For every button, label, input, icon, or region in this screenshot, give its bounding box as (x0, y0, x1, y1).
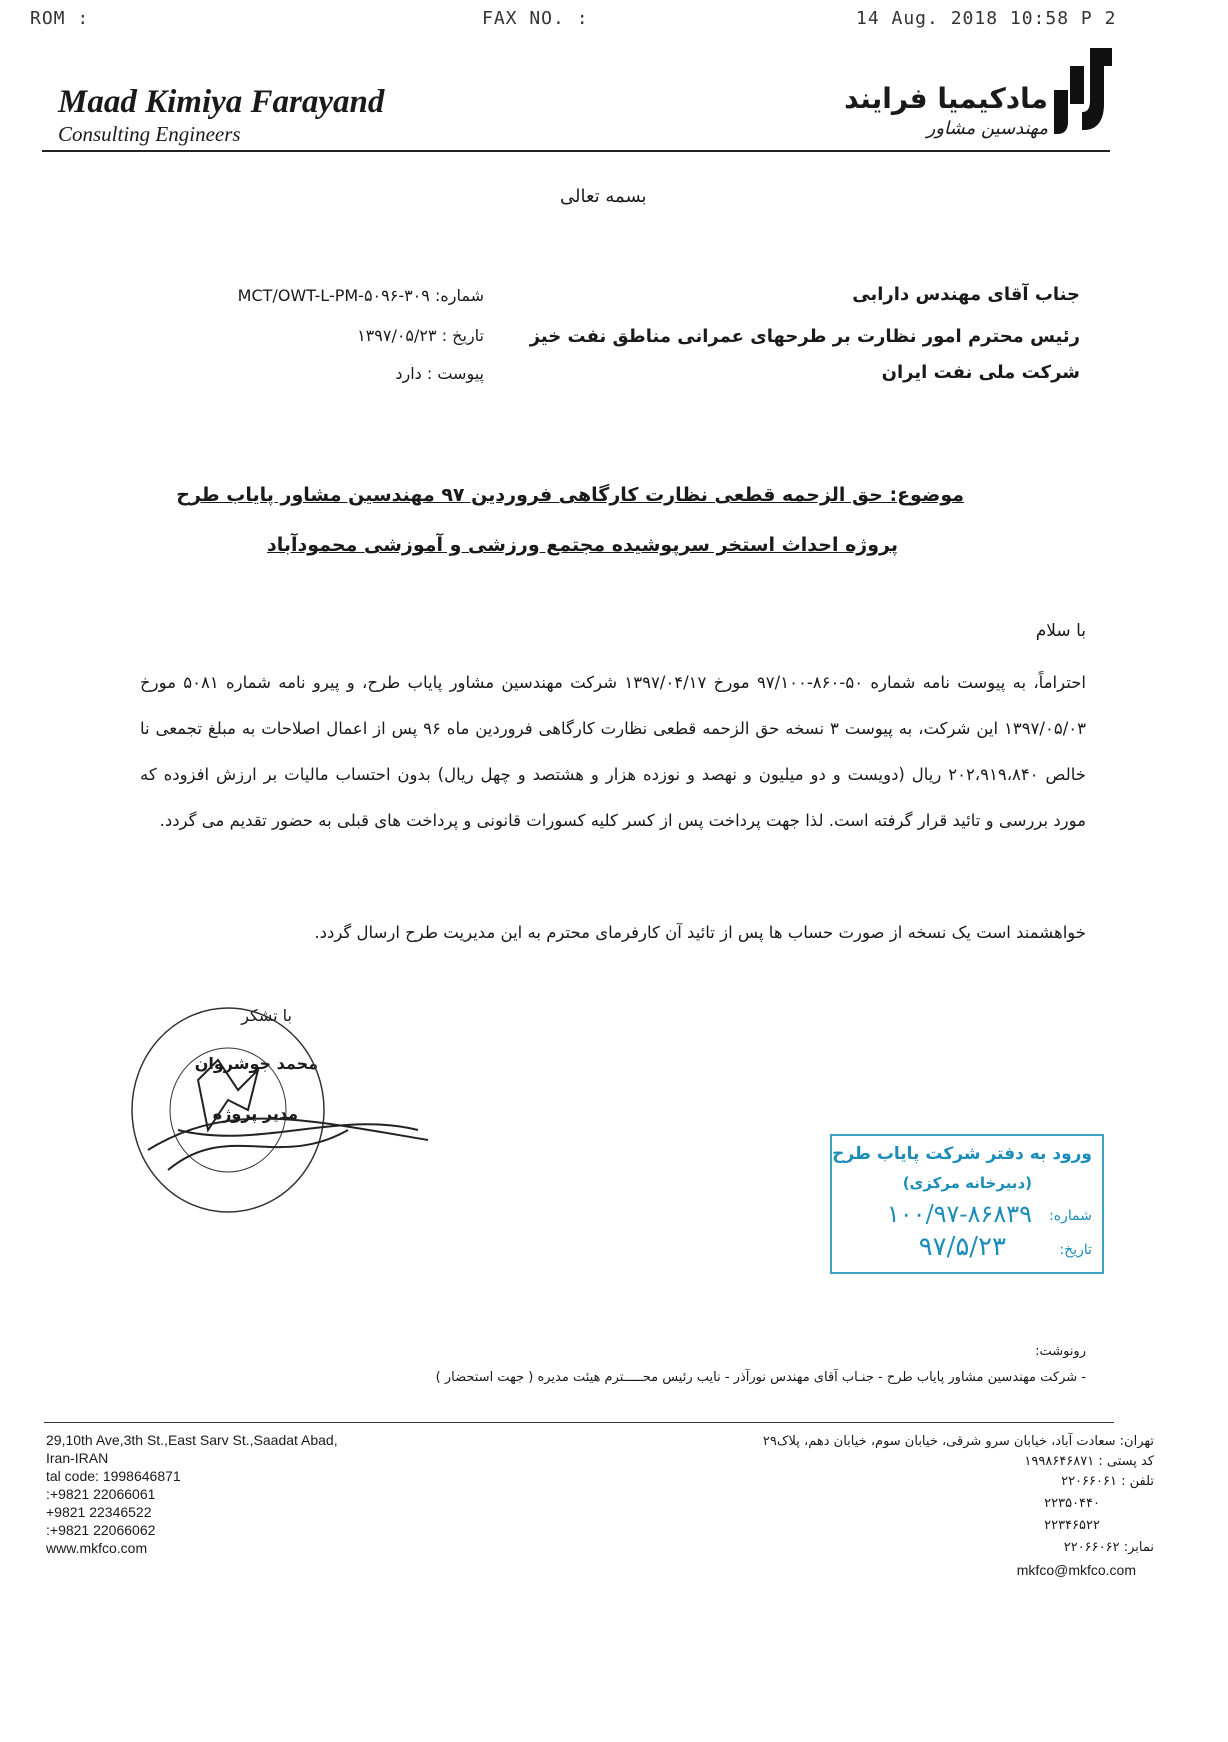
company-name-en: Maad Kimiya Farayand (58, 84, 385, 120)
footer-divider (44, 1422, 1114, 1423)
letter-number-label: شماره: (434, 286, 484, 305)
letter-number (238, 286, 484, 305)
stamp-subtitle: (دبیرخانه مرکزی) (902, 1174, 1032, 1192)
recipient-organization: شرکت ملی نفت ایران (881, 362, 1080, 383)
footer-address-en: 29,10th Ave,3th St.,East Sarv St.,Saadat Abad, (46, 1432, 338, 1448)
stamp-number-label: شماره: (1049, 1208, 1092, 1224)
company-logo-icon (1052, 44, 1116, 140)
footer-postal-en: tal code: 1998646871 (46, 1468, 181, 1484)
stamp-title: ورود به دفتر شرکت پایاب طرح (832, 1144, 1092, 1164)
body-paragraph-1: احتراماً، به پیوست نامه شماره ۵۰-۸۶۰-۹۷/۱۰۰ مورخ ۱۳۹۷/۰۴/۱۷ شرکت مهندسین مشاور پایاب طرح، و پیرو نامه شماره ۵۰۸۱ مورخ ۱۳۹۷/۰۵/۰۳ این شرکت، به پیوست ۳ نسخه حق الزحمه قطعی نظارت کارگاهی فروردین ماه ۹۶ پس از اعمال اصلاحات به مبلغ تجمعی نا خالص ۲۰۲،۹۱۹،۸۴۰ ریال (دویست و دو میلیون و نهصد و نوزده هزار و هشتصد و چهل ریال) بدون احتساب مالیات بر ارزش افزوده که مورد بررسی و تائید قرار گرفته است. لذا جهت پرداخت پس از کسر کلیه کسورات قانونی و پرداخت های قبلی به حضور تقدیم می گردد. (140, 673, 1087, 830)
footer-tel3-fa: ۲۲۳۴۶۵۲۲ (1044, 1518, 1100, 1533)
letter-date (357, 326, 484, 345)
footer-tel2-en: +9821 22346522 (46, 1504, 152, 1520)
footer-fax-fa: نمابر: ۲۲۰۶۶۰۶۲ (1063, 1540, 1154, 1555)
cc-label: رونوشت: (1035, 1344, 1086, 1359)
recipient-position: رئیس محترم امور نظارت بر طرحهای عمرانی مناطق نفت خیز (529, 326, 1080, 347)
stamp-date-label: تاریخ: (1059, 1242, 1092, 1258)
footer-country-en: Iran-IRAN (46, 1450, 109, 1466)
footer-tel1-fa: تلفن : ۲۲۰۶۶۰۶۱ (1061, 1474, 1154, 1489)
closing-regards: با تشکر (241, 1006, 292, 1025)
subject-line-2: پروژه احداث استخر سرپوشیده مجتمع ورزشی و آموزشی محمودآباد (266, 534, 898, 556)
greeting: با سلام (1035, 621, 1086, 641)
company-seal-and-signature (108, 1000, 438, 1240)
company-subtitle-en: Consulting Engineers (58, 122, 241, 146)
attachment-label: پیوست : (426, 364, 484, 383)
received-stamp (830, 1134, 1104, 1274)
stamp-number-value: ۱۰۰/۹۷-۸۶۸۳۹ (886, 1200, 1032, 1228)
letter-date-value: ۱۳۹۷/۰۵/۲۳ (357, 326, 437, 345)
signer-title: مدیر پروژه (212, 1104, 298, 1123)
letter-attachment (395, 364, 484, 383)
letter-date-label: تاریخ : (441, 326, 484, 345)
footer-postal-fa: کد پستی : ۱۹۹۸۶۴۶۸۷۱ (1024, 1454, 1154, 1469)
attachment-value: دارد (395, 364, 422, 383)
subject-line-1: موضوع: حق الزحمه قطعی نظارت کارگاهی فروردین ۹۷ مهندسین مشاور پایاب طرح (176, 484, 964, 506)
header-divider (42, 150, 1110, 152)
signer-name: محمد جوشروان (194, 1054, 318, 1073)
company-subtitle-fa: مهندسین مشاور (926, 118, 1048, 139)
footer-tel2-fa: ۲۲۳۵۰۴۴۰ (1044, 1496, 1100, 1511)
footer-email: mkfco@mkfco.com (1016, 1562, 1136, 1578)
stamp-date-value: ۹۷/۵/۲۳ (918, 1232, 1006, 1262)
letter-number-value: MCT/OWT-L-PM-۵۰۹۶-۳۰۹ (237, 286, 430, 305)
fax-datetime: 14 Aug. 2018 10:58 P 2 (856, 8, 1117, 29)
fax-from: ROM : (30, 8, 90, 29)
footer-fax-en: :+9821 22066062 (46, 1522, 156, 1538)
footer-address-fa: تهران: سعادت آباد، خیابان سرو شرقی، خیابان سوم، خیابان دهم، پلاک۲۹ (762, 1434, 1154, 1449)
bismillah: بسمه تعالی (560, 186, 647, 207)
recipient-name: جناب آقای مهندس دارابی (852, 284, 1080, 305)
body-paragraph-2: خواهشمند است یک نسخه از صورت حساب ها پس از تائید آن کارفرمای محترم به این مدیریت طرح ارسال گردد. (314, 923, 1086, 942)
footer-web-en: www.mkfco.com (46, 1540, 148, 1556)
cc-line: - شرکت مهندسین مشاور پایاب طرح - جنـاب آقای مهندس نورآذر - نایب رئیس محـــــترم هیئت مدیره ( جهت استحضار ) (435, 1370, 1086, 1385)
fax-number: FAX NO. : (482, 8, 589, 29)
footer-tel1-en: :+9821 22066061 (46, 1486, 156, 1502)
company-name-fa: مادکیمیا فرایند (844, 82, 1048, 115)
